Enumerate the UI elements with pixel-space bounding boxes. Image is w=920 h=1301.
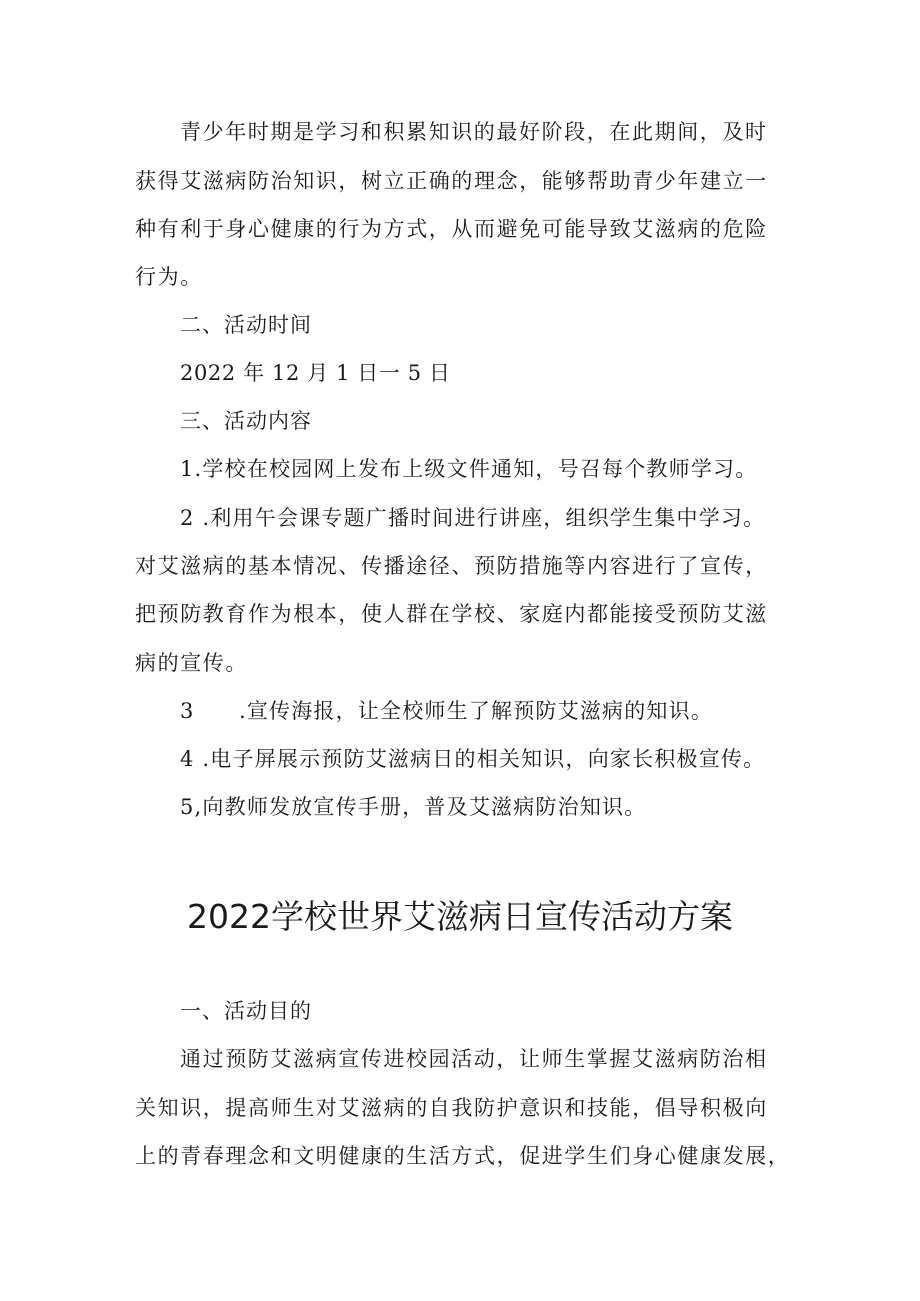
heading-activity-content: 三、活动内容 [180,409,312,433]
document-title: 2022学校世界艾滋病日宣传活动方案 [187,897,733,936]
intro-line-2: 获得艾滋病防治知识，树立正确的理念，能够帮助青少年建立一 [135,169,768,193]
list-item: 1.学校在校园网上发布上级文件通知，号召每个教师学习。 [180,457,758,481]
purpose-line-3: 上的青春理念和文明健康的生活方式，促进学生们身心健康发展， [135,1144,791,1168]
list-item: 3 .宣传海报，让全校师生了解预防艾滋病的知识。 [180,699,714,723]
list-item-continuation: 病的宣传。 [135,651,248,675]
list-item: 4 .电子屏展示预防艾滋病日的相关知识，向家长积极宣传。 [180,747,766,771]
intro-line-3: 种有利于身心健康的行为方式，从而避免可能导致艾滋病的危险 [135,217,768,241]
list-item-continuation: 对艾滋病的基本情况、传播途径、预防措施等内容进行了宣传， [135,554,768,578]
heading-activity-time: 二、活动时间 [180,313,312,337]
list-item-continuation: 把预防教育作为根本，使人群在学校、家庭内都能接受预防艾滋 [135,602,768,626]
list-item: 5,向教师发放宣传手册，普及艾滋病防治知识。 [180,795,647,819]
intro-line-4: 行为。 [135,265,203,289]
activity-time-value: 2022 年 12 月 1 日一 5 日 [180,361,451,385]
purpose-line-2: 关知识，提高师生对艾滋病的自我防护意识和技能，倡导积极向 [135,1096,768,1120]
heading-activity-purpose: 一、活动目的 [180,999,312,1023]
intro-line-1: 青少年时期是学习和积累知识的最好阶段，在此期间，及时 [180,120,768,144]
purpose-line-1: 通过预防艾滋病宣传进校园活动，让师生掌握艾滋病防治相 [180,1047,768,1071]
list-item: 2 .利用午会课专题广播时间进行讲座，组织学生集中学习。 [180,506,766,530]
